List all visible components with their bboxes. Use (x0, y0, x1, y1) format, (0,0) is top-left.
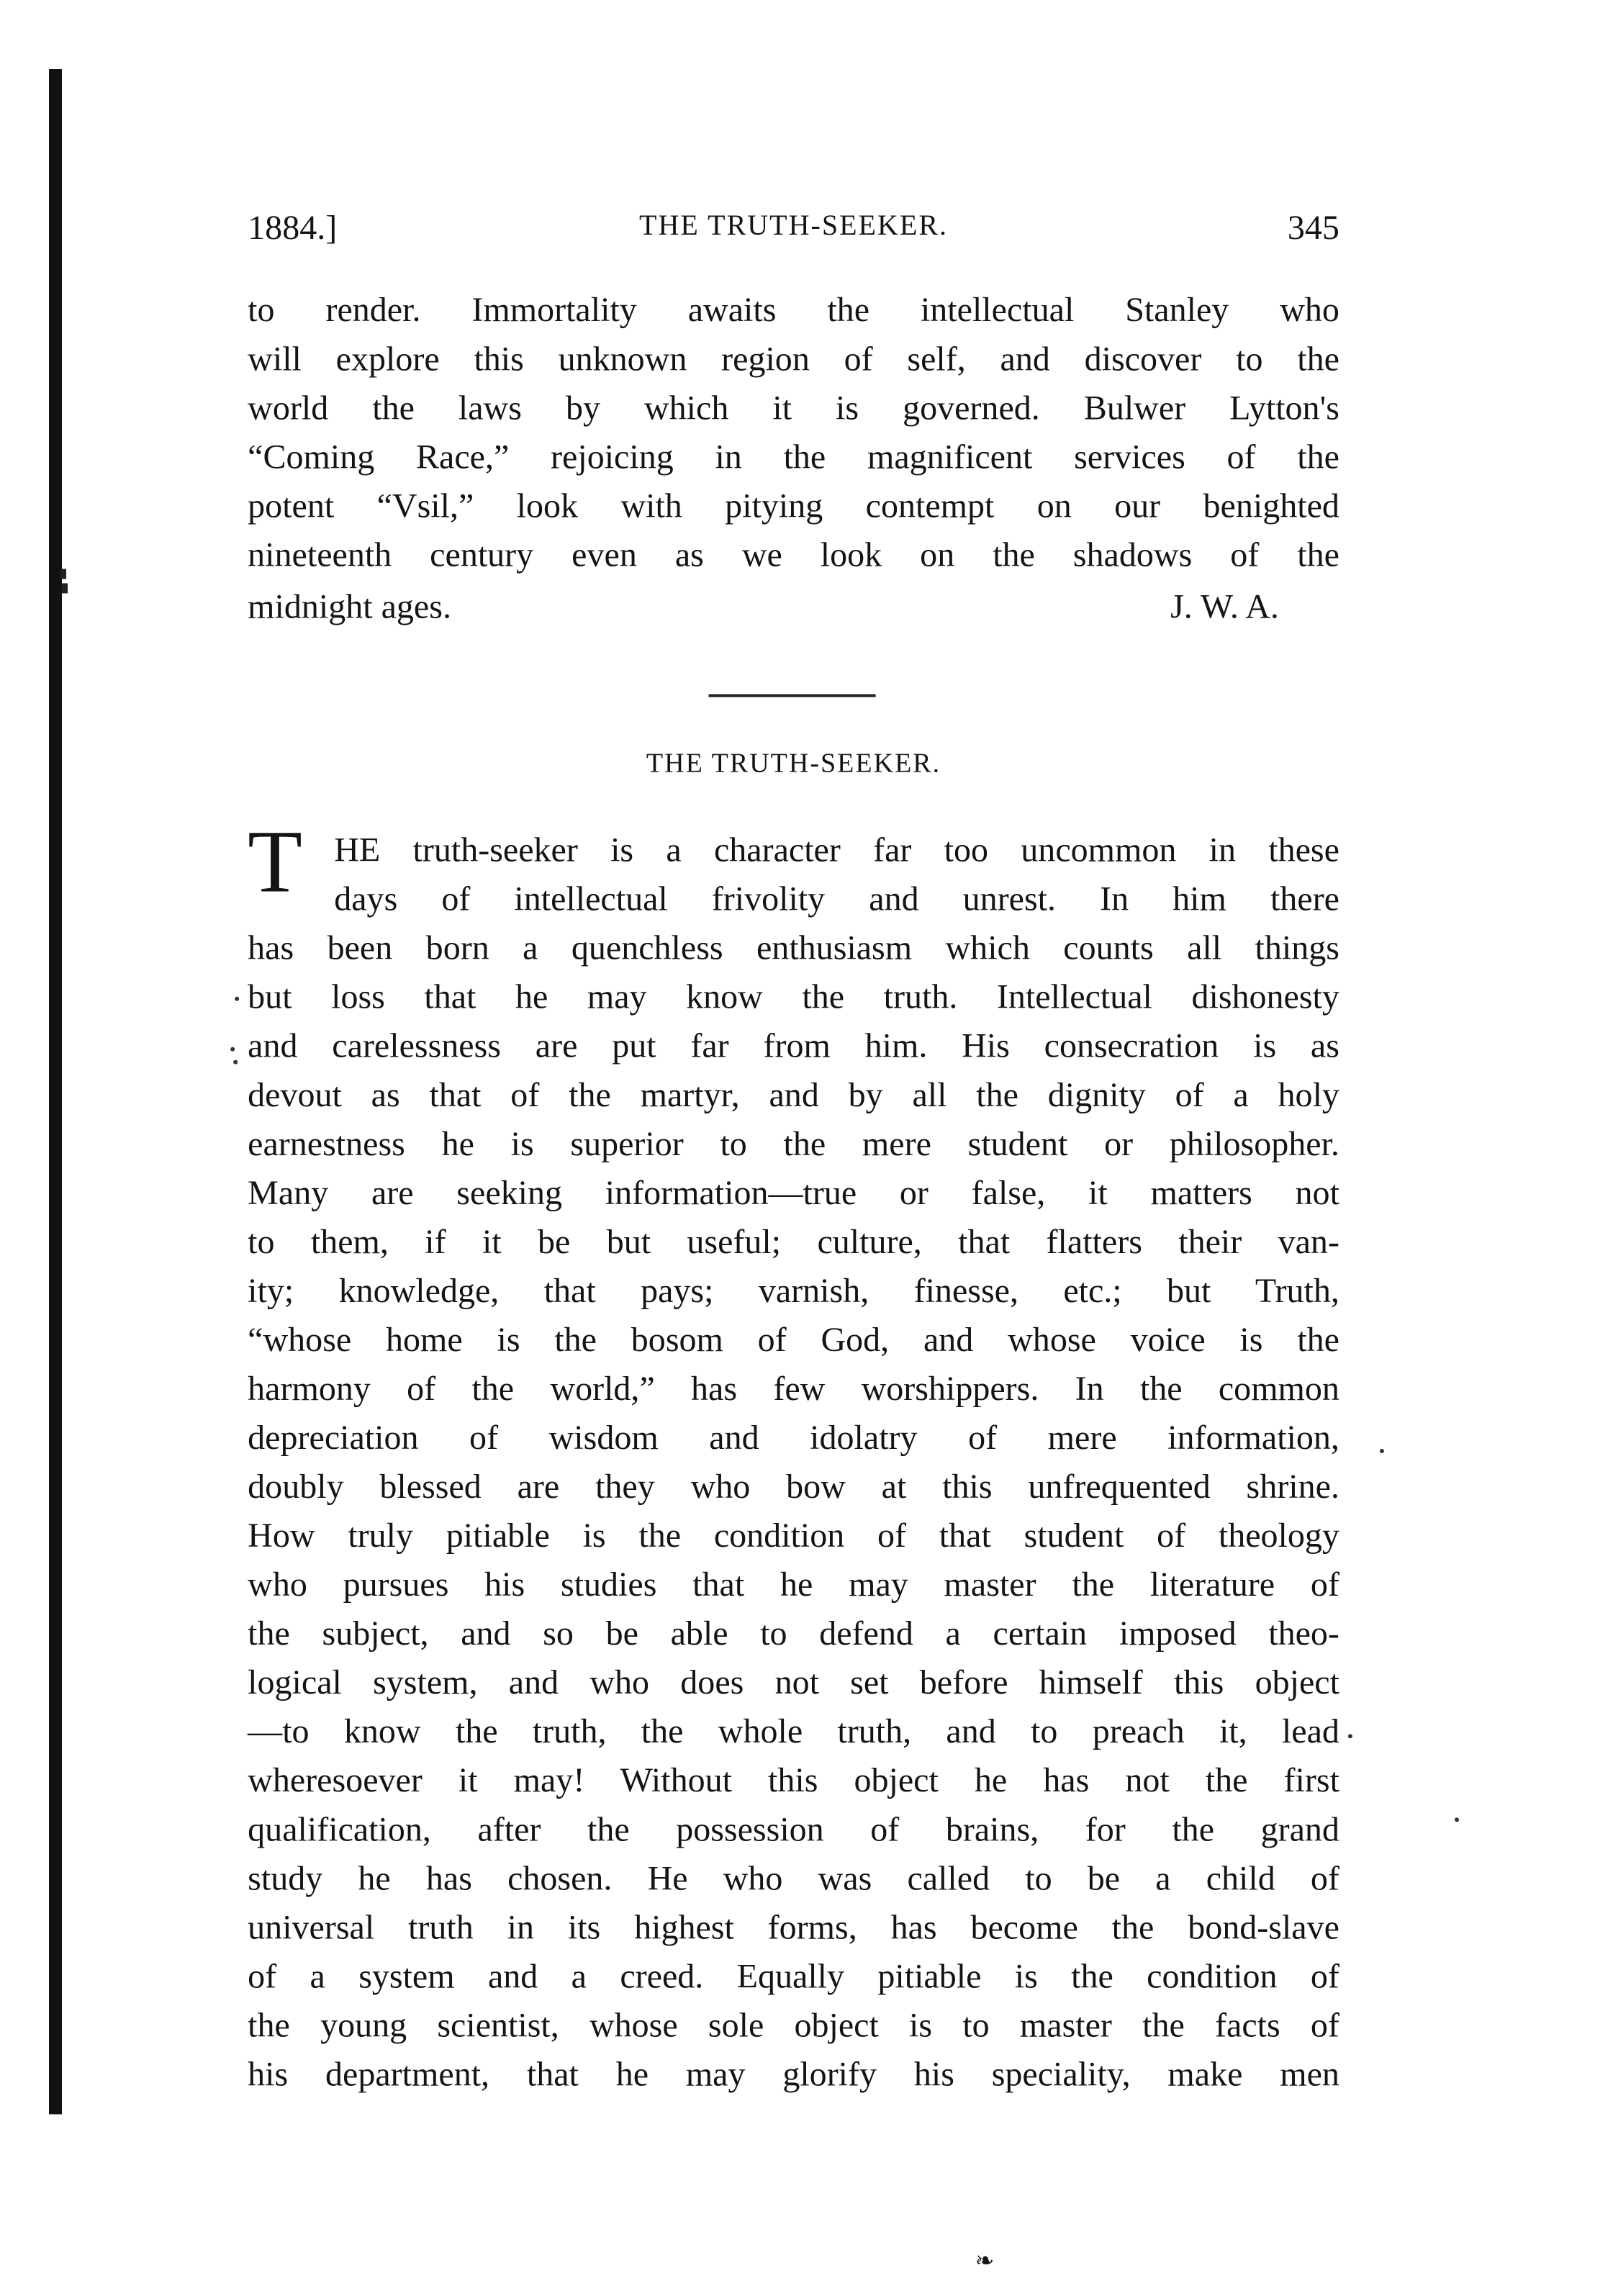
text-line: world the laws by which it is governed. Bulwer Lytton's (248, 390, 1339, 428)
text-line: his department, that he may glorify his speciality, make men (248, 2056, 1339, 2094)
print-speck (233, 1060, 238, 1065)
text-line: logical system, and who does not set before himself this object (248, 1665, 1339, 1703)
text-line: of a system and a creed. Equally pitiable is the condition of (248, 1958, 1339, 1997)
text-line: universal truth in its highest forms, has become the bond-slave (248, 1909, 1339, 1948)
binding-edge-shadow (49, 69, 62, 2114)
text-line: the young scientist, whose sole object is to master the facts of (248, 2007, 1339, 2046)
article-title: THE TRUTH-SEEKER. (646, 749, 941, 779)
running-head-title: THE TRUTH-SEEKER. (639, 210, 949, 243)
text-line: —to know the truth, the whole truth, and to preach it, lead (248, 1714, 1339, 1752)
binding-speck (60, 569, 66, 579)
text-line: qualification, after the possession of brains, for the grand (248, 1812, 1339, 1850)
text-line: doubly blessed are they who bow at this unfrequented shrine. (248, 1469, 1339, 1507)
text-line: harmony of the world,” has few worshippers. In the common (248, 1370, 1339, 1409)
text-line: but loss that he may know the truth. Intellectual dishonesty (248, 979, 1339, 1017)
text-line: the subject, and so be able to defend a certain imposed theo- (248, 1616, 1339, 1654)
print-speck (1380, 1449, 1384, 1453)
running-head-page-number: 345 (1287, 210, 1339, 248)
text-line: “Coming Race,” rejoicing in the magnificent services of the (248, 439, 1339, 477)
text-line: and carelessness are put far from him. His consecration is as (248, 1028, 1339, 1066)
text-line: has been born a quenchless enthusiasm which counts all things (248, 930, 1339, 968)
text-line: potent “Vsil,” look with pitying contempt on our benighted (248, 488, 1339, 526)
footer-ornament: ❧ (975, 2249, 995, 2274)
text-line: who pursues his studies that he may master the literature of (248, 1567, 1339, 1605)
text-line: midnight ages. (248, 589, 451, 627)
text-line: Many are seeking information—true or false, it matters not (248, 1175, 1339, 1213)
text-line: HE truth-seeker is a character far too uncommon in these (334, 832, 1339, 870)
print-speck (1348, 1734, 1352, 1738)
running-head (248, 210, 1339, 253)
text-line: wheresoever it may! Without this object he has not the first (248, 1763, 1339, 1801)
binding-speck (62, 583, 68, 593)
text-line: days of intellectual frivolity and unrest. In him there (334, 881, 1339, 919)
drop-cap: T (248, 813, 302, 912)
print-speck (235, 997, 239, 1001)
running-head-year: 1884.] (248, 210, 338, 248)
text-line: How truly pitiable is the condition of that student of theology (248, 1518, 1339, 1556)
text-line: to render. Immortality awaits the intellectual Stanley who (248, 292, 1339, 330)
section-divider-rule (708, 694, 875, 697)
text-line: “whose home is the bosom of God, and whose voice is the (248, 1321, 1339, 1360)
text-line: to them, if it be but useful; culture, that flatters their van- (248, 1224, 1339, 1262)
print-speck (230, 1047, 235, 1052)
text-line: will explore this unknown region of self, and discover to the (248, 341, 1339, 379)
text-line: devout as that of the martyr, and by all the dignity of a holy (248, 1077, 1339, 1115)
text-line: nineteenth century even as we look on the shadows of the (248, 537, 1339, 575)
text-line: earnestness he is superior to the mere student or philosopher. (248, 1126, 1339, 1164)
text-line: ity; knowledge, that pays; varnish, finesse, etc.; but Truth, (248, 1273, 1339, 1311)
author-signature: J. W. A. (1170, 589, 1279, 627)
text-line: depreciation of wisdom and idolatry of mere information, (248, 1419, 1339, 1458)
text-line: study he has chosen. He who was called to be a child of (248, 1861, 1339, 1899)
print-speck (1455, 1817, 1459, 1822)
